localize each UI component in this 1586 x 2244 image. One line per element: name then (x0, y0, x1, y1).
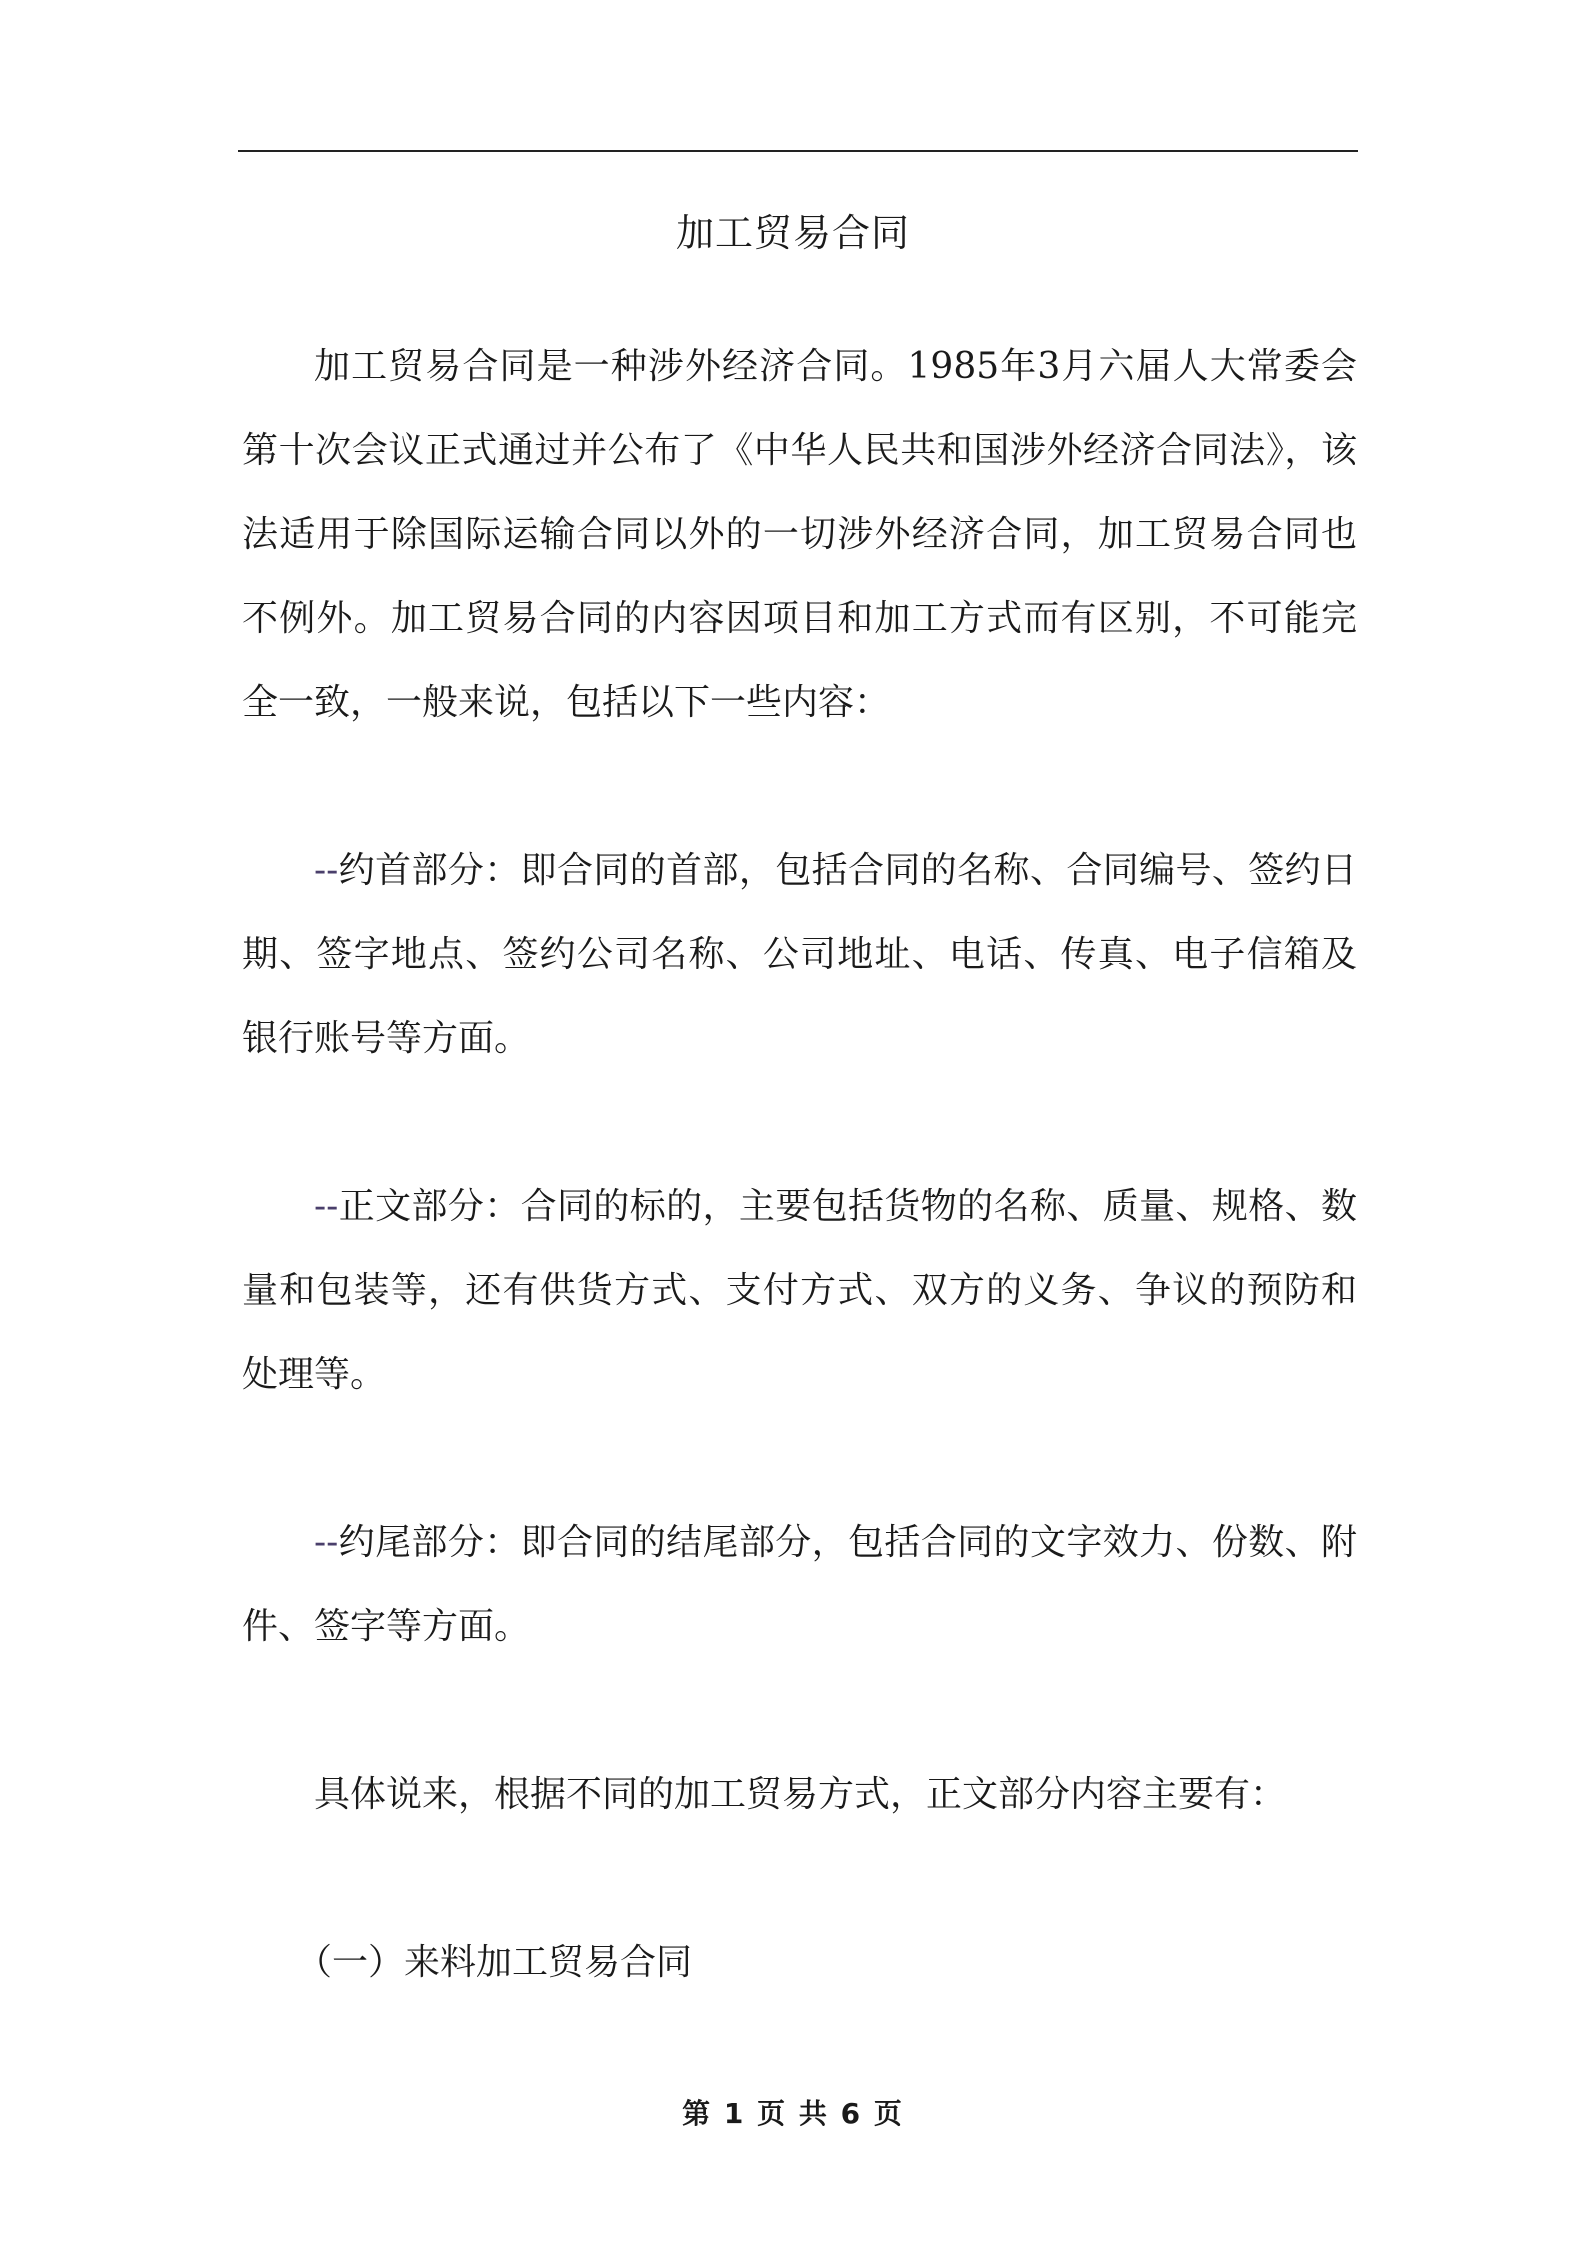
section-text: 正文部分：合同的标的，主要包括货物的名称、质量、规格、数量和包装等，还有供货方式、支付方式、双方的义务、争议的预防和处理等。 (242, 1186, 1357, 1395)
header-divider (238, 150, 1358, 152)
section-paragraph-footer (242, 1501, 1357, 1669)
paragraph-spacer (242, 1669, 1357, 1753)
section-dash: -- (314, 1186, 339, 1227)
section-text: 约尾部分：即合同的结尾部分，包括合同的文字效力、份数、附件、签字等方面。 (242, 1522, 1357, 1647)
document-body (242, 325, 1357, 2005)
paragraph-spacer (242, 1081, 1357, 1165)
section-text: 约首部分：即合同的首部，包括合同的名称、合同编号、签约日期、签字地点、签约公司名称、公司地址、电话、传真、电子信箱及银行账号等方面。 (242, 850, 1357, 1059)
paragraph-spacer (242, 1837, 1357, 1921)
page-number-footer: 第 1 页 共 6 页 (682, 2097, 904, 2130)
section-dash: -- (314, 1522, 339, 1563)
subheading: （一）来料加工贸易合同 (296, 1942, 693, 1983)
paragraph-spacer (242, 1417, 1357, 1501)
section-paragraph-header (242, 829, 1357, 1081)
summary-paragraph: 具体说来，根据不同的加工贸易方式，正文部分内容主要有： (314, 1774, 1287, 1815)
intro-paragraph: 加工贸易合同是一种涉外经济合同。1985年3月六届人大常委会第十次会议正式通过并公布了《中华人民共和国涉外经济合同法》，该法适用于除国际运输合同以外的一切涉外经济合同，加工贸易合同也不例外。加工贸易合同的内容因项目和加工方式而有区别，不可能完全一致，一般来说，包括以下一些内容： (242, 346, 1357, 723)
section-dash: -- (314, 850, 339, 891)
section-paragraph-body (242, 1165, 1357, 1417)
document-title: 加工贸易合同 (675, 211, 910, 255)
paragraph-spacer (242, 745, 1357, 829)
